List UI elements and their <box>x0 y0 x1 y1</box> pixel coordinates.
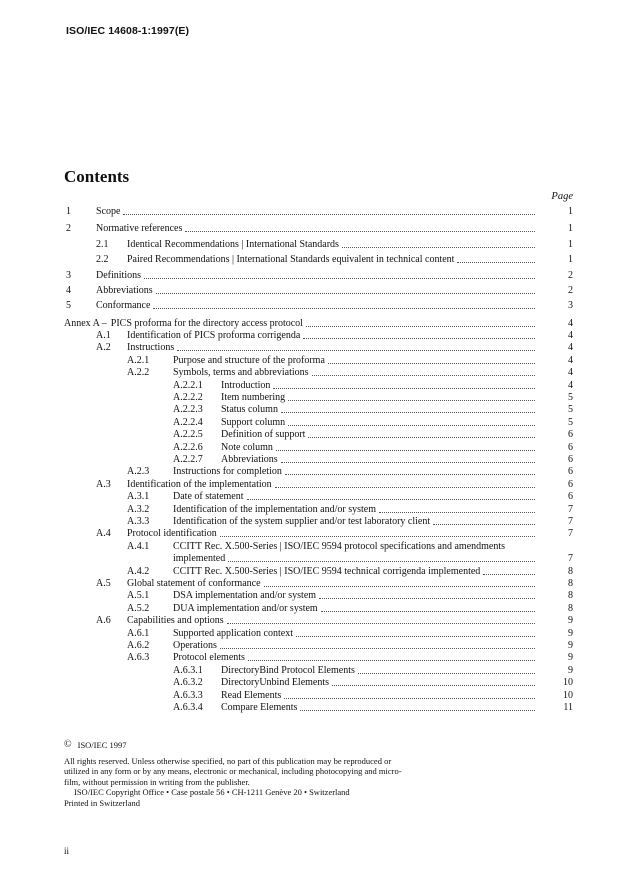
dot-leader <box>281 404 535 413</box>
toc-number: A.6.3.1 <box>173 664 203 676</box>
toc-page-number: 9 <box>568 639 573 651</box>
dot-leader <box>220 528 535 537</box>
page-column-label: Page <box>551 191 573 202</box>
toc-page-number: 1 <box>568 253 573 265</box>
toc-number: 2 <box>66 222 71 234</box>
toc-title: Date of statement <box>173 491 244 503</box>
toc-number: A.5 <box>96 577 111 589</box>
dot-leader <box>273 380 535 389</box>
toc-entry[interactable] <box>96 206 538 218</box>
toc-page-number: 2 <box>568 284 573 296</box>
dot-leader <box>300 702 535 711</box>
toc-title: Abbreviations <box>221 453 278 465</box>
toc-row <box>0 690 622 702</box>
toc-title: Conformance <box>96 299 151 311</box>
toc-page-number: 3 <box>568 299 573 311</box>
toc-entry[interactable] <box>221 702 538 714</box>
toc-title: Capabilities and options <box>127 615 224 627</box>
dot-leader <box>228 553 535 562</box>
toc-number: A.2.2.1 <box>173 379 203 391</box>
dot-leader <box>321 603 535 612</box>
dot-leader <box>275 479 535 488</box>
toc-title: Identical Recommendations | International Standards <box>127 238 339 250</box>
dot-leader <box>483 566 535 575</box>
annex-label: Annex A – <box>64 317 107 329</box>
toc-row <box>0 665 622 677</box>
toc-number: A.2.2.5 <box>173 429 203 441</box>
dot-leader <box>288 417 535 426</box>
toc-row <box>0 206 622 218</box>
toc-entry[interactable] <box>173 590 538 602</box>
toc-number: A.6.3.4 <box>173 701 203 713</box>
dot-leader <box>358 665 535 674</box>
toc-title: Definitions <box>96 269 141 281</box>
dot-leader <box>303 330 535 339</box>
toc-number: A.2.2.6 <box>173 441 203 453</box>
toc-entry[interactable] <box>221 404 538 416</box>
toc-number: A.5.1 <box>127 590 150 602</box>
toc-entry[interactable] <box>173 541 538 553</box>
toc-entry[interactable] <box>96 270 538 282</box>
toc-title: Operations <box>173 639 217 651</box>
toc-entry-continuation[interactable] <box>173 553 538 565</box>
dot-leader <box>177 342 535 351</box>
dot-leader <box>342 239 535 248</box>
toc-title: DirectoryUnbind Elements <box>221 677 330 689</box>
toc-title: DirectoryBind Protocol Elements <box>221 664 355 676</box>
toc-row <box>0 380 622 392</box>
toc-row <box>0 628 622 640</box>
toc-entry[interactable] <box>221 392 538 404</box>
toc-row <box>0 330 622 342</box>
toc-number: A.6.3.2 <box>173 677 203 689</box>
toc-number: A.3.3 <box>127 515 150 527</box>
toc-row <box>0 342 622 354</box>
toc-number: A.4.1 <box>127 540 150 552</box>
toc-title: Instructions for completion <box>173 466 282 478</box>
toc-row <box>0 528 622 540</box>
toc-number: A.3.2 <box>127 503 150 515</box>
toc-number: A.2.2 <box>127 367 150 379</box>
toc-page-number: 6 <box>568 441 573 453</box>
toc-entry[interactable] <box>127 578 538 590</box>
toc-title: Item numbering <box>221 391 286 403</box>
toc-number: A.6.3 <box>127 652 150 664</box>
copyright-icon: © <box>64 739 72 750</box>
toc-number: A.6 <box>96 615 111 627</box>
toc-number: A.4 <box>96 528 111 540</box>
toc-row <box>0 702 622 714</box>
toc-number: A.6.1 <box>127 627 150 639</box>
toc-entry[interactable] <box>127 615 538 627</box>
toc-row <box>0 285 622 297</box>
toc-row <box>0 270 622 282</box>
dot-leader <box>328 355 535 364</box>
toc-title: Identification of the system supplier and/or test laboratory client <box>173 515 431 527</box>
toc-row <box>0 239 622 251</box>
toc-entry[interactable] <box>173 628 538 640</box>
dot-leader <box>185 223 535 232</box>
toc-entry[interactable] <box>221 429 538 441</box>
toc-row <box>0 429 622 441</box>
toc-title: CCITT Rec. X.500-Series | ISO/IEC 9594 protocol specifications and amendments <box>173 540 506 552</box>
toc-row <box>0 541 622 553</box>
document-header: ISO/IEC 14608-1:1997(E) <box>66 25 190 37</box>
toc-title: Global statement of conformance <box>127 577 261 589</box>
toc-page-number: 1 <box>568 206 573 217</box>
toc-entry[interactable] <box>173 516 538 528</box>
toc-row <box>0 516 622 528</box>
toc-page-number: 1 <box>568 222 573 234</box>
toc-number: A.4.2 <box>127 565 150 577</box>
toc-entry[interactable] <box>173 652 538 664</box>
toc-title: Normative references <box>96 222 183 234</box>
toc-page-number: 6 <box>568 466 573 478</box>
dot-leader <box>276 442 535 451</box>
toc-row-continuation <box>0 553 622 565</box>
toc-row <box>0 566 622 578</box>
toc-row <box>0 454 622 466</box>
toc-number: A.2.2.3 <box>173 404 203 416</box>
rights-line: All rights reserved. Unless otherwise specified, no part of this publication may be reproduced or <box>64 755 392 766</box>
toc-page-number: 2 <box>568 269 573 281</box>
toc-row <box>0 318 622 330</box>
toc-title-continuation: implemented <box>173 553 226 565</box>
toc-row <box>0 254 622 266</box>
toc-entry[interactable] <box>221 690 538 702</box>
toc-page-number: 5 <box>568 404 573 416</box>
toc-row <box>0 640 622 652</box>
toc-number: 1 <box>66 206 71 217</box>
dot-leader <box>433 516 535 525</box>
dot-leader <box>247 491 535 500</box>
toc-title: DUA implementation and/or system <box>173 602 318 614</box>
toc-entry[interactable] <box>173 566 538 578</box>
toc-entry[interactable] <box>221 454 538 466</box>
toc-title: PICS proforma for the directory access protocol <box>110 317 303 329</box>
rights-line: utilized in any form or by any means, electronic or mechanical, including photocopying and micro- <box>64 766 402 776</box>
dot-leader <box>457 254 535 263</box>
toc-number: 3 <box>66 269 71 281</box>
toc-page-number: 9 <box>568 664 573 676</box>
toc-entry[interactable] <box>173 504 538 516</box>
toc-number: A.3 <box>96 478 111 490</box>
toc-entry[interactable] <box>96 285 538 297</box>
toc-row <box>0 392 622 404</box>
toc-row <box>0 677 622 689</box>
toc-page-number: 4 <box>568 354 573 366</box>
dot-leader <box>285 466 535 475</box>
toc-entry[interactable] <box>221 417 538 429</box>
toc-row <box>0 355 622 367</box>
toc-page-number: 7 <box>568 528 573 540</box>
toc-number: A.2.2.4 <box>173 416 203 428</box>
toc-page-number: 9 <box>568 627 573 639</box>
toc-row <box>0 300 622 312</box>
toc-title: Compare Elements <box>221 701 298 713</box>
toc-entry[interactable] <box>221 380 538 392</box>
toc-entry[interactable] <box>221 442 538 454</box>
toc-number: A.6.2 <box>127 639 150 651</box>
toc-title: Support column <box>221 416 286 428</box>
toc-entry[interactable] <box>127 342 538 354</box>
dot-leader <box>156 285 535 294</box>
toc-row <box>0 491 622 503</box>
dot-leader <box>288 392 535 401</box>
toc-number: A.2.2.7 <box>173 453 203 465</box>
toc-row <box>0 223 622 235</box>
toc-page-number: 7 <box>568 553 573 565</box>
printed-in: Printed in Switzerland <box>64 797 141 808</box>
toc-number: 2.1 <box>96 238 109 250</box>
toc-page-number: 10 <box>563 689 573 701</box>
dot-leader <box>123 206 535 215</box>
dot-leader <box>379 504 535 513</box>
toc-page-number: 9 <box>568 615 573 627</box>
toc-title: Protocol identification <box>127 528 217 540</box>
toc-row <box>0 603 622 615</box>
toc-number: 5 <box>66 299 71 311</box>
toc-page-number: 4 <box>568 367 573 379</box>
dot-leader <box>308 429 535 438</box>
toc-entry[interactable] <box>127 239 538 251</box>
toc-title: Scope <box>96 206 121 217</box>
dot-leader <box>332 677 535 686</box>
toc-page-number: 4 <box>568 317 573 329</box>
toc-entry[interactable] <box>127 479 538 491</box>
toc-entry[interactable] <box>173 367 538 379</box>
toc-page-number: 4 <box>568 379 573 391</box>
dot-leader <box>153 300 535 309</box>
toc-entry[interactable] <box>221 677 538 689</box>
toc-entry[interactable] <box>96 300 538 312</box>
toc-page-number: 11 <box>563 701 573 713</box>
toc-page-number: 5 <box>568 416 573 428</box>
toc-number: A.2 <box>96 342 111 354</box>
dot-leader <box>227 615 535 624</box>
toc-title: DSA implementation and/or system <box>173 590 317 602</box>
toc-row <box>0 578 622 590</box>
toc-page-number: 6 <box>568 478 573 490</box>
toc-number: A.3.1 <box>127 491 150 503</box>
toc-title: Supported application context <box>173 627 293 639</box>
publisher-address: ISO/IEC Copyright Office • Case postale 56 • CH-1211 Genève 20 • Switzerland <box>74 787 350 797</box>
toc-entry[interactable] <box>173 466 538 478</box>
page-title: Contents <box>64 167 130 186</box>
copyright-footer <box>64 740 402 808</box>
dot-leader <box>248 652 535 661</box>
dot-leader <box>220 640 535 649</box>
dot-leader <box>264 578 535 587</box>
toc-title: Status column <box>221 404 278 416</box>
dot-leader <box>281 454 535 463</box>
dot-leader <box>144 270 535 279</box>
toc-entry[interactable] <box>127 254 538 266</box>
toc-page-number: 8 <box>568 565 573 577</box>
toc-title: Abbreviations <box>96 284 153 296</box>
toc-page-number: 6 <box>568 429 573 441</box>
toc-number: 2.2 <box>96 253 109 265</box>
toc-title: Purpose and structure of the proforma <box>173 354 325 366</box>
toc-title: Note column <box>221 441 273 453</box>
toc-page-number: 10 <box>563 677 573 689</box>
copyright-text: ISO/IEC 1997 <box>77 740 127 750</box>
toc-page-number: 9 <box>568 652 573 664</box>
toc-row <box>0 466 622 478</box>
toc-number: A.6.3.3 <box>173 689 203 701</box>
page-folio: ii <box>64 846 70 856</box>
toc-title: Protocol elements <box>173 652 245 664</box>
toc-title: Read Elements <box>221 689 282 701</box>
dot-leader <box>306 318 535 327</box>
toc-page-number: 8 <box>568 590 573 602</box>
toc-number: A.2.1 <box>127 354 150 366</box>
toc-row <box>0 652 622 664</box>
toc-number: A.1 <box>96 329 111 341</box>
toc-page-number: 8 <box>568 577 573 589</box>
toc-page-number: 8 <box>568 602 573 614</box>
toc-entry[interactable] <box>173 640 538 652</box>
toc-number: A.5.2 <box>127 602 150 614</box>
toc-entry[interactable] <box>221 665 538 677</box>
toc-row <box>0 590 622 602</box>
toc-number: A.2.3 <box>127 466 150 478</box>
toc-entry[interactable] <box>64 318 538 330</box>
toc-entry[interactable] <box>173 355 538 367</box>
toc-page-number: 4 <box>568 342 573 354</box>
toc-title: Introduction <box>221 379 271 391</box>
toc-title: Identification of PICS proforma corrigenda <box>127 329 301 341</box>
toc-number: 4 <box>66 284 71 296</box>
toc-row <box>0 504 622 516</box>
toc-title: Instructions <box>127 342 175 354</box>
toc-row <box>0 615 622 627</box>
toc-title: Symbols, terms and abbreviations <box>173 367 309 379</box>
dot-leader <box>296 628 535 637</box>
toc-page-number: 5 <box>568 391 573 403</box>
toc-page-number: 6 <box>568 491 573 503</box>
toc-entry[interactable] <box>127 528 538 540</box>
toc-row <box>0 479 622 491</box>
toc-title: Paired Recommendations | International Standards equivalent in technical content <box>127 253 455 265</box>
toc-entry[interactable] <box>127 330 538 342</box>
toc-row <box>0 417 622 429</box>
toc-page-number: 6 <box>568 453 573 465</box>
toc-page-number: 4 <box>568 329 573 341</box>
toc-row <box>0 404 622 416</box>
toc-page-number: 7 <box>568 503 573 515</box>
toc-entry[interactable] <box>173 603 538 615</box>
toc-title: Definition of support <box>221 429 306 441</box>
toc-entry[interactable] <box>173 491 538 503</box>
toc-row <box>0 442 622 454</box>
dot-leader <box>319 590 535 599</box>
toc-row <box>0 367 622 379</box>
toc-title: Identification of the implementation and/or system <box>173 503 377 515</box>
toc-title: CCITT Rec. X.500-Series | ISO/IEC 9594 technical corrigenda implemented <box>173 565 481 577</box>
toc-title: Identification of the implementation <box>127 478 272 490</box>
dot-leader <box>312 367 535 376</box>
toc-entry[interactable] <box>96 223 538 235</box>
toc-number: A.2.2.2 <box>173 391 203 403</box>
rights-line: film, without permission in writing from the publisher. <box>64 776 250 787</box>
toc-page-number: 7 <box>568 515 573 527</box>
dot-leader <box>284 690 535 699</box>
toc-page-number: 1 <box>568 238 573 250</box>
